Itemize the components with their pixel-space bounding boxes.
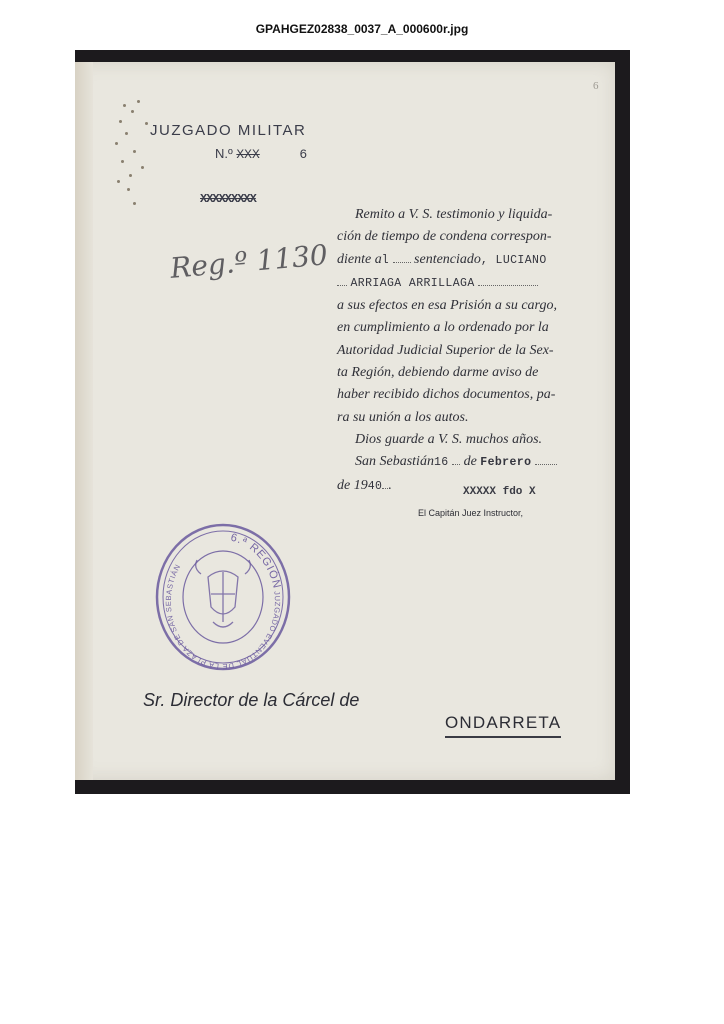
stamp-ring-text: JUZGADO EVENTUAL DE LA PLAZA DE SAN SEBASTIÁN [163, 562, 283, 672]
court-title: JUZGADO MILITAR [150, 122, 307, 139]
closing-line: Dios guarde a V. S. muchos años. [355, 431, 543, 447]
body-line-recipient: diente al sentenciado, LUCIANO [337, 251, 547, 267]
year-typed: 40 [367, 479, 383, 493]
number-typed: 6 [299, 147, 308, 162]
typed-article: l [381, 253, 390, 267]
body-line: en cumplimiento a lo ordenado por la [337, 320, 549, 336]
date-month: Febrero [480, 456, 532, 470]
date-de: de [463, 454, 477, 470]
coat-of-arms-icon [196, 560, 251, 627]
place: San Sebastián [355, 454, 434, 470]
addressee: Sr. Director de la Cárcel de [143, 690, 360, 710]
signature-typed: XXXXX fdo X [463, 486, 536, 498]
letter-body [337, 204, 579, 498]
body-line: Autoridad Judicial Superior de la Sex- [337, 342, 554, 358]
body-line: haber recibido dichos documentos, pa- [337, 387, 556, 403]
year-prefix: de 19 [337, 477, 368, 493]
body-line: Remito a V. S. testimonio y liquida- [355, 207, 553, 222]
paper-sheet [75, 62, 615, 780]
body-line: ra su unión a los autos. [337, 409, 469, 425]
convict-first-name: LUCIANO [495, 253, 547, 267]
corner-number: 6 [593, 80, 599, 92]
handwritten-registry-note: Reg.º 1130 [168, 238, 329, 285]
scanned-document [75, 50, 630, 794]
body-line: a sus efectos en esa Prisión a su cargo, [337, 298, 557, 314]
paper-edge [75, 62, 93, 780]
body-line-name [337, 272, 579, 295]
stamp-top-text: 6.ª REGIÓN [229, 531, 283, 591]
number-struck: XXX [236, 147, 260, 162]
court-seal-stamp [153, 522, 293, 672]
body-line: ción de tiempo de condena correspon- [337, 229, 552, 245]
crossed-out-line: XXXXXXXXX [200, 192, 256, 206]
body-text: sentenciado [414, 251, 481, 267]
date-day: 16 [433, 456, 449, 470]
convict-surnames: ARRIAGA ARRILLAGA [350, 276, 475, 290]
prison-name: ONDARRETA [445, 713, 561, 738]
file-name: GPAHGEZ02838_0037_A_000600r.jpg [255, 22, 469, 36]
signature-caption: El Capitán Juez Instructor, [418, 508, 524, 518]
court-number [215, 146, 307, 162]
year-line: de 1940 . [337, 477, 392, 493]
body-text: diente a [337, 251, 382, 267]
number-prefix: N.º [215, 146, 233, 161]
date-line [337, 451, 579, 474]
body-line: ta Región, debiendo darme aviso de [337, 365, 539, 381]
